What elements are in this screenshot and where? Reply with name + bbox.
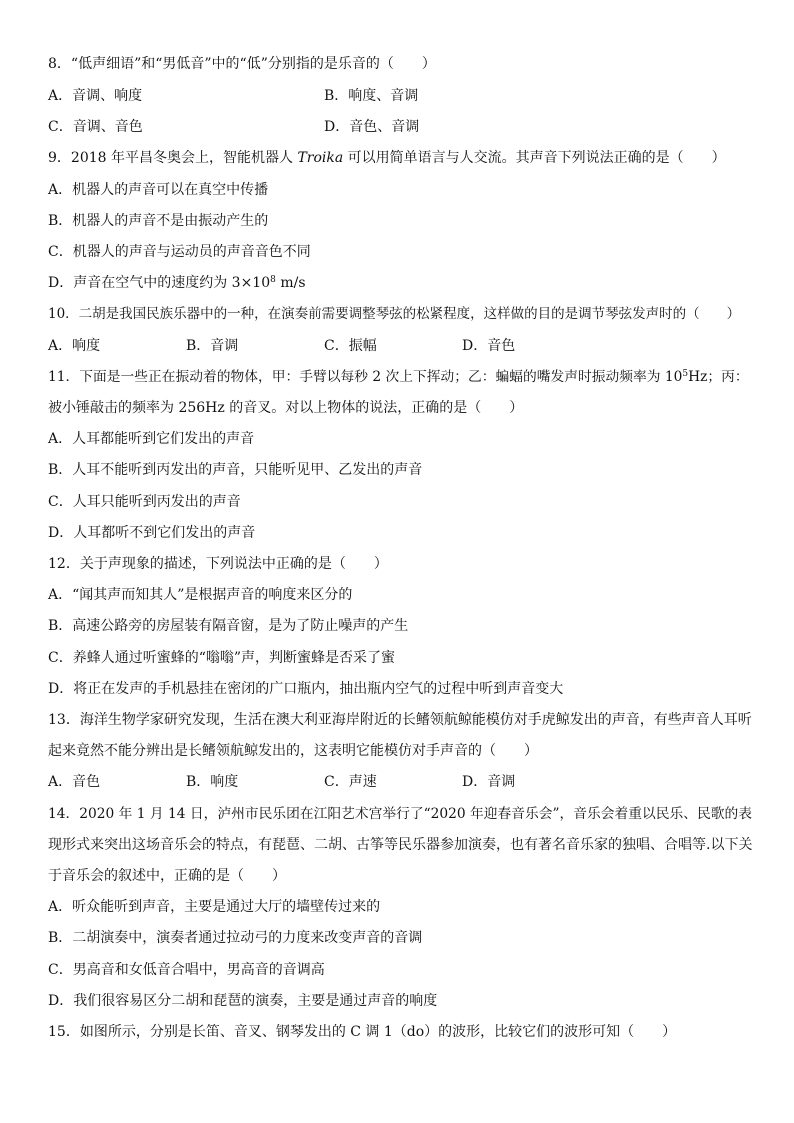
q11-option-d: D．人耳都听不到它们发出的声音 <box>48 525 256 541</box>
q14-stem-line2: 现形式来突出这场音乐会的特点，有琵琶、二胡、古筝等民乐器参加演奏，也有著名音乐家的独唱、合唱等.以下关 <box>48 837 753 853</box>
q11-stem-pre: 11．下面是一些正在振动着的物体，甲：手臂以每秒 2 次上下挥动；乙：蝙蝠的嘴发声时振动频率为 10 <box>48 369 683 385</box>
q9-option-a: A．机器人的声音可以在真空中传播 <box>48 182 269 198</box>
q9-option-d <box>48 274 306 292</box>
q14-option-d: D．我们很容易区分二胡和琵琶的演奏，主要是通过声音的响度 <box>48 993 438 1009</box>
q8-option-b: B．响度、音调 <box>324 88 419 104</box>
q9-option-b: B．机器人的声音不是由振动产生的 <box>48 213 269 229</box>
q13-option-c: C．声速 <box>324 774 377 790</box>
q12-option-b: B．高速公路旁的房屋装有隔音窗，是为了防止噪声的产生 <box>48 618 409 634</box>
q13-option-b: B．响度 <box>186 774 239 790</box>
q10-option-d: D．音色 <box>462 338 516 354</box>
q9-option-d-exponent: 8 <box>270 275 276 285</box>
q9-robot-name: Troika <box>297 150 344 166</box>
q11-stem-line1 <box>48 368 749 386</box>
q14-stem-line3: 于音乐会的叙述中，正确的是（ ） <box>48 868 286 884</box>
q11-option-b: B．人耳不能听到丙发出的声音，只能听见甲、乙发出的声音 <box>48 462 423 478</box>
q12-option-c: C．养蜂人通过听蜜蜂的“嗡嗡”声，判断蜜蜂是否采了蜜 <box>48 650 396 666</box>
q11-stem-line2: 被小锤敲击的频率为 256Hz 的音叉。对以上物体的说法，正确的是（ ） <box>48 400 524 416</box>
q10-option-a: A．响度 <box>48 338 101 354</box>
q10-stem: 10．二胡是我国民族乐器中的一种，在演奏前需要调整琴弦的松紧程度，这样做的目的是调节琴弦发声时的（ ） <box>48 306 741 322</box>
q13-stem-line2: 起来竟然不能分辨出是长鳍领航鲸发出的，这表明它能模仿对手声音的（ ） <box>48 743 538 759</box>
q10-option-c: C．振幅 <box>324 338 377 354</box>
q12-option-a: A．“闻其声而知其人”是根据声音的响度来区分的 <box>48 587 353 603</box>
q9-option-c: C．机器人的声音与运动员的声音音色不同 <box>48 244 311 260</box>
q13-stem-line1: 13．海洋生物学家研究发现，生活在澳大利亚海岸附近的长鳍领航鲸能模仿对手虎鲸发出的声音，有些声音人耳听 <box>48 712 752 728</box>
q9-stem-post: 可以用简单语言与人交流。其声音下列说法正确的是（ ） <box>343 150 726 166</box>
q9-stem <box>48 149 726 167</box>
q11-stem-exponent: 5 <box>682 369 689 379</box>
q13-option-d: D．音调 <box>462 774 516 790</box>
q14-option-b: B．二胡演奏中，演奏者通过拉动弓的力度来改变声音的音调 <box>48 930 423 946</box>
q15-stem: 15．如图所示，分别是长笛、音叉、钢琴发出的 C 调 1（do）的波形，比较它们的波形可知（ ） <box>48 1024 677 1040</box>
q9-option-d-post: m/s <box>275 275 306 291</box>
q12-option-d: D．将正在发声的手机悬挂在密闭的广口瓶内，抽出瓶内空气的过程中听到声音变大 <box>48 681 564 697</box>
q9-option-d-pre: D．声音在空气中的速度约为 3×10 <box>48 275 271 291</box>
q8-option-d: D．音色、音调 <box>324 119 420 135</box>
q9-stem-pre: 9．2018 年平昌冬奥会上，智能机器人 <box>48 150 298 166</box>
q13-option-a: A．音色 <box>48 774 101 790</box>
q11-option-c: C．人耳只能听到丙发出的声音 <box>48 494 241 510</box>
q8-option-c: C．音调、音色 <box>48 119 143 135</box>
q14-option-c: C．男高音和女低音合唱中，男高音的音调高 <box>48 962 325 978</box>
q8-option-a: A．音调、响度 <box>48 88 143 104</box>
q12-stem: 12．关于声现象的描述，下列说法中正确的是（ ） <box>48 556 388 572</box>
q11-stem-post: Hz；丙： <box>688 369 749 385</box>
q10-option-b: B．音调 <box>186 338 239 354</box>
q14-option-a: A．听众能听到声音，主要是通过大厅的墙壁传过来的 <box>48 899 381 915</box>
q11-option-a: A．人耳都能听到它们发出的声音 <box>48 431 255 447</box>
q14-stem-line1: 14．2020 年 1 月 14 日，泸州市民乐团在江阳艺术宫举行了“2020 年迎春音乐会”，音乐会着重以民乐、民歌的表 <box>48 806 753 822</box>
q8-stem: 8．“低声细语”和“男低音”中的“低”分别指的是乐音的（ ） <box>48 56 436 72</box>
